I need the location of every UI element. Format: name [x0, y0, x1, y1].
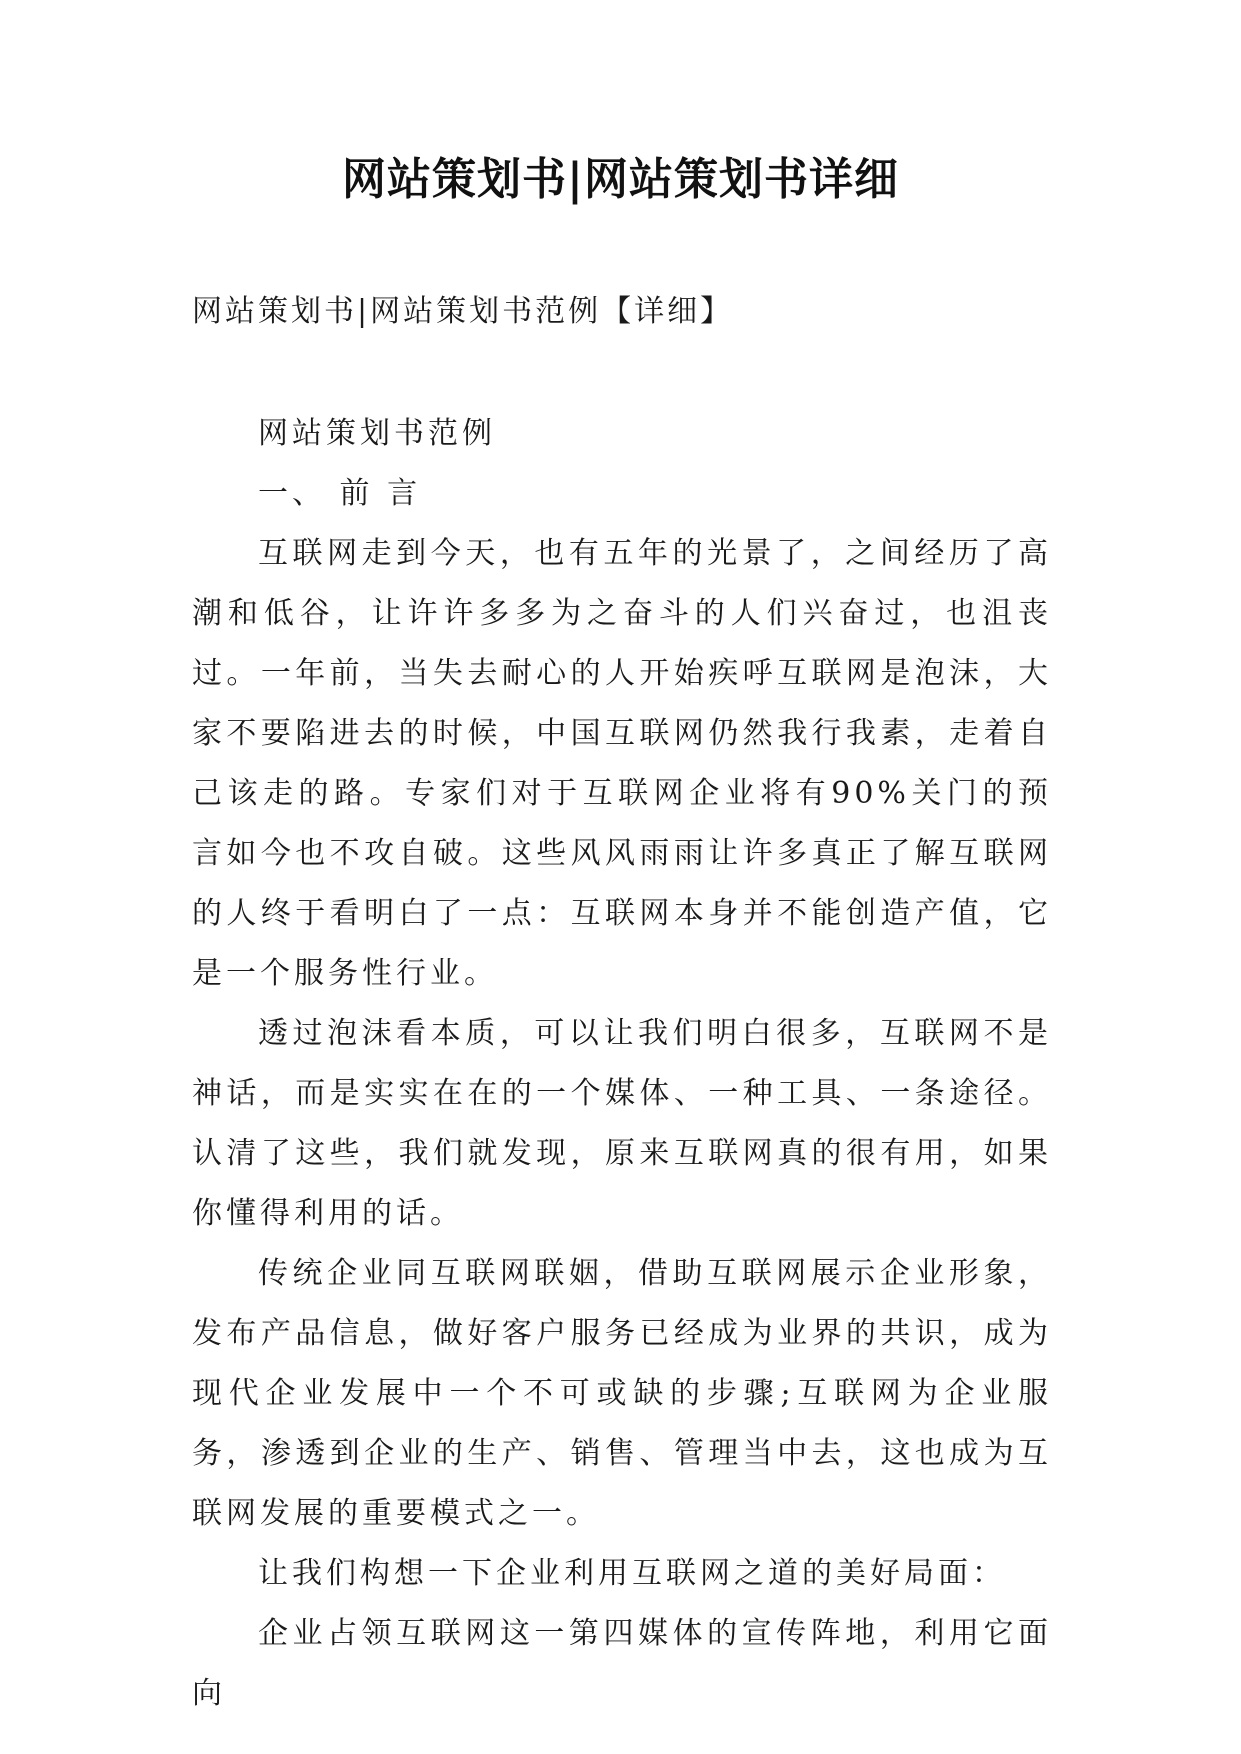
- document-title: 网站策划书|网站策划书详细: [341, 154, 899, 205]
- section-heading: 一、 前 言: [258, 476, 422, 511]
- document-subtitle: 网站策划书|网站策划书范例【详细】: [192, 294, 734, 329]
- body-paragraph: 透过泡沫看本质，可以让我们明白很多，互联网不是神话，而是实实在在的一个媒体、一种工具、一条途径。认清了这些，我们就发现，原来互联网真的很有用，如果你懂得利用的话。: [192, 1016, 1052, 1231]
- body-paragraph: 企业占领互联网这一第四媒体的宣传阵地，利用它面向: [192, 1616, 1052, 1711]
- body-paragraph: 互联网走到今天，也有五年的光景了，之间经历了高潮和低谷，让许许多多为之奋斗的人们兴奋过，也沮丧过。一年前，当失去耐心的人开始疾呼互联网是泡沫，大家不要陷进去的时候，中国互联网仍然我行我素，走着自己该走的路。专家们对于互联网企业将有90%关门的预言如今也不攻自破。这些风风雨雨让许多真正了解互联网的人终于看明白了一点：互联网本身并不能创造产值，它是一个服务性行业。: [192, 536, 1052, 991]
- body-paragraph: 让我们构想一下企业利用互联网之道的美好局面：: [258, 1556, 1006, 1591]
- document-body: [192, 404, 1052, 1724]
- body-paragraph: 传统企业同互联网联姻，借助互联网展示企业形象，发布产品信息，做好客户服务已经成为业界的共识，成为现代企业发展中一个不可或缺的步骤;互联网为企业服务，渗透到企业的生产、销售、管理当中去，这也成为互联网发展的重要模式之一。: [192, 1256, 1052, 1531]
- section-heading: 网站策划书范例: [258, 416, 496, 451]
